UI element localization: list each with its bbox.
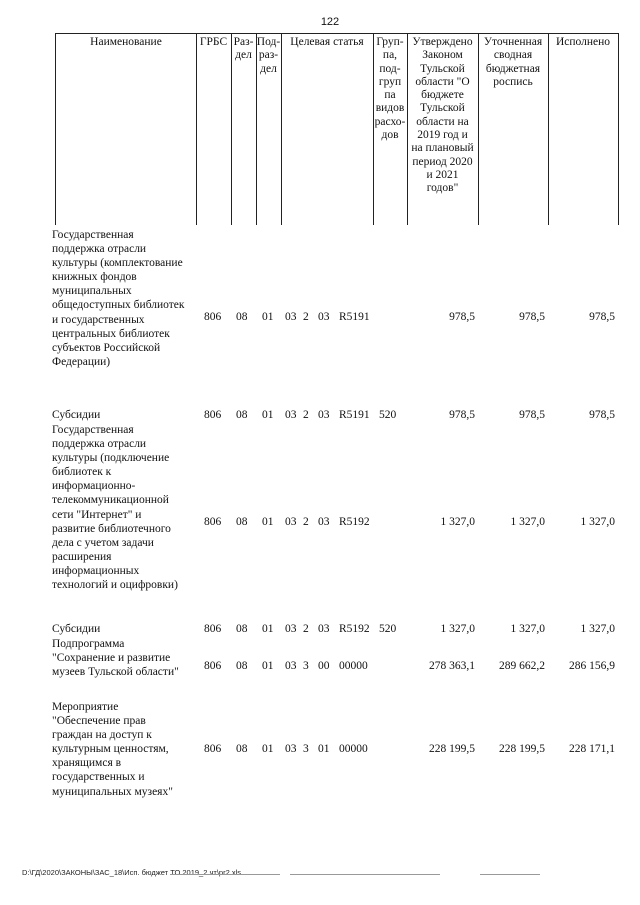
row-target-4: R5191 — [339, 409, 370, 421]
row-podrazdel: 01 — [262, 409, 274, 421]
row-name: Государственная поддержка отрасли культуры (комплектование книжных фондов муниципальных общедоступных библиотек и государственных центральных библиотек субъектов Российской Федерации) — [52, 229, 185, 368]
row-razdel: 08 — [236, 311, 248, 323]
footer-rule — [480, 874, 540, 875]
row-podrazdel: 01 — [262, 311, 274, 323]
row-approved: 978,5 — [449, 311, 475, 323]
row-razdel: 08 — [236, 409, 248, 421]
row-podrazdel: 01 — [262, 516, 274, 528]
row-razdel: 08 — [236, 623, 248, 635]
row-refined: 228 199,5 — [499, 743, 545, 755]
header-group: Груп- па, под- груп па видов расхо- дов — [374, 36, 406, 142]
row-refined: 1 327,0 — [510, 623, 545, 635]
row-target-2: 2 — [303, 311, 309, 323]
row-grbs: 806 — [204, 623, 222, 635]
header-grbs: ГРБС — [199, 36, 228, 48]
row-approved: 1 327,0 — [440, 516, 475, 528]
column-divider — [281, 33, 282, 225]
footer-rule — [170, 874, 280, 875]
row-target-1: 03 — [285, 743, 297, 755]
row-name: Субсидии — [52, 409, 101, 421]
row-executed: 978,5 — [589, 311, 615, 323]
row-target-2: 2 — [303, 623, 309, 635]
row-target-4: 00000 — [339, 660, 368, 672]
page-number: 122 — [320, 16, 340, 28]
row-refined: 978,5 — [519, 409, 545, 421]
row-target-2: 2 — [303, 409, 309, 421]
row-target-1: 03 — [285, 660, 297, 672]
row-target-3: 03 — [318, 409, 330, 421]
row-target-2: 3 — [303, 660, 309, 672]
row-group: 520 — [379, 623, 397, 635]
row-podrazdel: 01 — [262, 623, 274, 635]
row-target-1: 03 — [285, 623, 297, 635]
row-group: 520 — [379, 409, 397, 421]
row-target-3: 00 — [318, 660, 330, 672]
column-divider — [548, 33, 549, 225]
header-name: Наименование — [90, 36, 162, 48]
row-name: Подпрограмма "Сохранение и развитие музеев Тульской области" — [52, 638, 179, 679]
row-target-1: 03 — [285, 516, 297, 528]
row-target-3: 01 — [318, 743, 330, 755]
header-razdel: Раз- дел — [233, 36, 254, 62]
header-approved: Утверждено Законом Тульской области "О бюджете Тульской области на 2019 год и на плановый период 2020 и 2021 годов" — [411, 36, 474, 195]
row-executed: 228 171,1 — [569, 743, 615, 755]
header-target: Целевая статья — [290, 36, 364, 48]
footer-file-path: D:\ГД\2020\ЗАКОНЫ\ЗАС_18\Исп. бюджет ТО 2019_2 чт\pr2.xls — [22, 868, 241, 877]
column-divider — [618, 33, 619, 225]
row-grbs: 806 — [204, 516, 222, 528]
row-target-4: 00000 — [339, 743, 368, 755]
header-executed: Исполнено — [555, 36, 611, 48]
row-target-3: 03 — [318, 311, 330, 323]
footer-rule — [290, 874, 440, 875]
row-podrazdel: 01 — [262, 660, 274, 672]
column-divider — [55, 33, 56, 225]
column-divider — [196, 33, 197, 225]
row-approved: 1 327,0 — [440, 623, 475, 635]
header-podrazdel: Под- раз- дел — [256, 36, 281, 75]
row-approved: 228 199,5 — [429, 743, 475, 755]
row-name: Субсидии — [52, 623, 101, 635]
row-name: Мероприятие "Обеспечение прав граждан на доступ к культурным ценностям, хранящимся в государственных и муниципальных музеях" — [52, 701, 173, 798]
header-refined: Уточненная сводная бюджетная роспись — [483, 36, 543, 88]
row-refined: 1 327,0 — [510, 516, 545, 528]
row-name: Государственная поддержка отрасли культуры (подключение библиотек к информационно- телекоммуникационной сети "Интернет" и развитие библиотечного дела с учетом задачи расширения информационных технологий и оцифровки) — [52, 424, 178, 592]
row-refined: 289 662,2 — [499, 660, 545, 672]
row-approved: 978,5 — [449, 409, 475, 421]
row-target-4: R5191 — [339, 311, 370, 323]
header-top-border — [55, 33, 618, 34]
row-grbs: 806 — [204, 743, 222, 755]
row-approved: 278 363,1 — [429, 660, 475, 672]
row-target-3: 03 — [318, 516, 330, 528]
row-executed: 978,5 — [589, 409, 615, 421]
row-razdel: 08 — [236, 516, 248, 528]
row-target-1: 03 — [285, 409, 297, 421]
row-razdel: 08 — [236, 743, 248, 755]
row-target-2: 2 — [303, 516, 309, 528]
row-target-3: 03 — [318, 623, 330, 635]
row-razdel: 08 — [236, 660, 248, 672]
row-target-1: 03 — [285, 311, 297, 323]
row-refined: 978,5 — [519, 311, 545, 323]
row-podrazdel: 01 — [262, 743, 274, 755]
row-target-2: 3 — [303, 743, 309, 755]
row-grbs: 806 — [204, 311, 222, 323]
row-executed: 1 327,0 — [580, 623, 615, 635]
row-executed: 286 156,9 — [569, 660, 615, 672]
row-target-4: R5192 — [339, 516, 370, 528]
row-executed: 1 327,0 — [580, 516, 615, 528]
row-grbs: 806 — [204, 409, 222, 421]
row-grbs: 806 — [204, 660, 222, 672]
row-target-4: R5192 — [339, 623, 370, 635]
